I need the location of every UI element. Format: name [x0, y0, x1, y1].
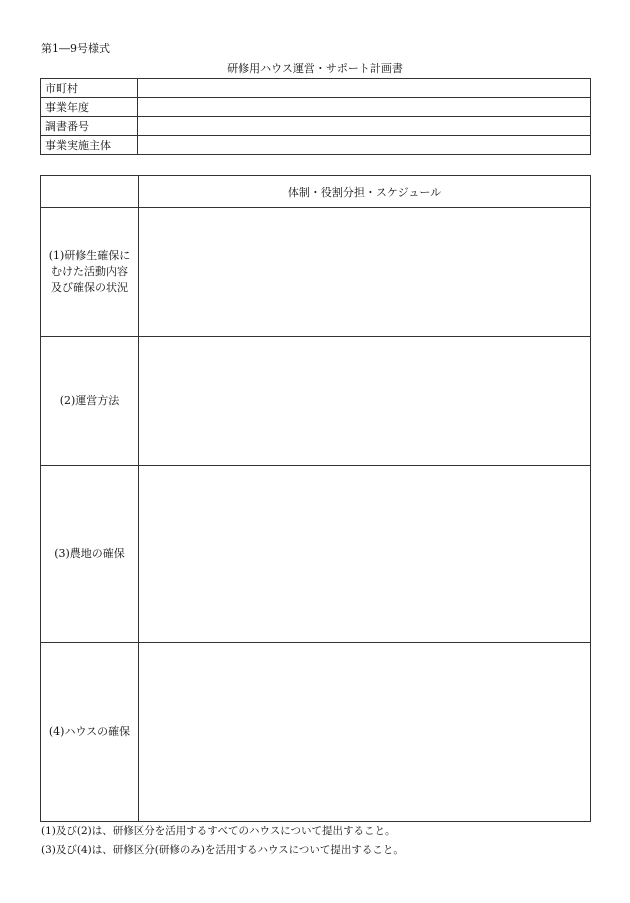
info-label-record-number: 調書番号	[41, 117, 138, 136]
plan-label-text: (4)ハウスの確保	[48, 725, 131, 738]
plan-column-header: 体制・役割分担・スケジュール	[139, 176, 591, 208]
footnote-1: (1)及び(2)は、研修区分を活用するすべてのハウスについて提出すること。	[41, 825, 396, 837]
info-value-implementing-body[interactable]	[138, 136, 591, 155]
plan-label-text: (1)研修生確保にむけた活動内容及び確保の状況	[48, 249, 131, 294]
info-value-record-number[interactable]	[138, 117, 591, 136]
plan-row-farmland	[41, 466, 591, 643]
plan-content-farmland[interactable]	[139, 466, 591, 643]
info-row-municipality	[41, 79, 591, 98]
info-label-fiscal-year: 事業年度	[41, 98, 138, 117]
plan-row-operation-method	[41, 337, 591, 466]
basic-info-table	[40, 78, 591, 155]
plan-content-greenhouse[interactable]	[139, 643, 591, 822]
plan-content-operation-method[interactable]	[139, 337, 591, 466]
plan-row-trainee-recruitment	[41, 208, 591, 337]
plan-label-operation-method	[41, 337, 139, 466]
form-number: 第1―9号様式	[41, 42, 110, 55]
plan-corner-header	[41, 176, 139, 208]
info-row-fiscal-year	[41, 98, 591, 117]
plan-label-trainee-recruitment	[41, 208, 139, 337]
info-label-implementing-body: 事業実施主体	[41, 136, 138, 155]
document-title: 研修用ハウス運営・サポート計画書	[227, 62, 403, 75]
plan-header-row	[41, 176, 591, 208]
info-label-municipality: 市町村	[41, 79, 138, 98]
plan-label-farmland	[41, 466, 139, 643]
info-value-municipality[interactable]	[138, 79, 591, 98]
plan-row-greenhouse	[41, 643, 591, 822]
info-row-record-number	[41, 117, 591, 136]
plan-label-text: (3)農地の確保	[54, 547, 125, 560]
plan-table	[40, 175, 591, 822]
info-value-fiscal-year[interactable]	[138, 98, 591, 117]
plan-label-text: (2)運営方法	[59, 394, 120, 407]
plan-label-greenhouse	[41, 643, 139, 822]
footnote-2: (3)及び(4)は、研修区分(研修のみ)を活用するハウスについて提出すること。	[41, 844, 404, 856]
plan-content-trainee-recruitment[interactable]	[139, 208, 591, 337]
info-row-implementing-body	[41, 136, 591, 155]
footnotes	[41, 822, 404, 860]
